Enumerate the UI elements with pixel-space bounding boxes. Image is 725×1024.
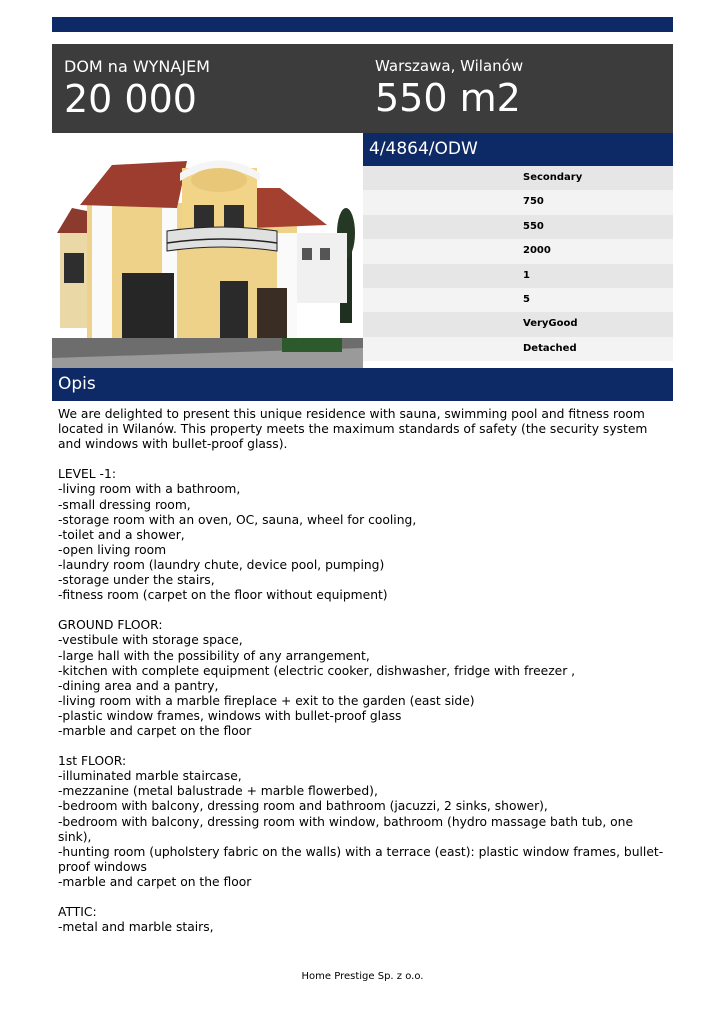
detail-plot-area: 750 <box>363 190 673 214</box>
detail-floors: 1 <box>363 264 673 288</box>
property-photo <box>52 133 363 368</box>
detail-area: 550 <box>363 215 673 239</box>
area: 550 m2 <box>375 76 521 120</box>
detail-type: Detached <box>363 337 673 361</box>
description-text: We are delighted to present this unique residence with sauna, swimming pool and fitness room located in Wilanów. This property meets the maximum standards of safety (the security system and windows with bullet-proof glass). LEVEL -1: -living room with a bathroom, -small dressing room, -storage room with an oven, OC, sauna, wheel for cooling, -toilet and a shower, -open living room -laundry room (laundry chute, device pool, pumping) -storage under the stairs, -fitness room (carpet on the floor without equipment) GROUND FLOOR: -vestibule with storage space, -large hall with the possibility of any arrangement, -kitchen with complete equipment (electric cooker, dishwasher, fridge with freezer , -dining area and a pantry, -living room with a marble fireplace + exit to the garden (east side) -plastic window frames, windows with bullet-proof glass -marble and carpet on the floor 1st FLOOR: -illuminated marble staircase, -mezzanine (metal balustrade + marble flowerbed), -bedroom with balcony, dressing room and bathroom (jacuzzi, 2 sinks, shower), -bedroom with balcony, dressing room with window, bathroom (hydro massage bath tub, one sink), -hunting room (upholstery fabric on the walls) with a terrace (east): plastic window frames, bullet-proof windows -marble and carpet on the floor ATTIC: -metal and marble stairs, <box>58 407 664 935</box>
offer-block <box>64 57 210 119</box>
detail-rooms: 5 <box>363 288 673 312</box>
top-accent-bar <box>52 17 673 32</box>
description-heading: Opis <box>52 368 673 401</box>
detail-year: 2000 <box>363 239 673 263</box>
location: Warszawa, Wilanów <box>375 57 524 75</box>
reference-number: 4/4864/ODW <box>363 133 673 166</box>
detail-market: Secondary <box>363 166 673 190</box>
property-details <box>363 166 673 361</box>
detail-condition: VeryGood <box>363 312 673 336</box>
price: 20 000 <box>64 77 197 121</box>
offer-type: DOM na WYNAJEM <box>64 57 210 76</box>
listing-header <box>52 44 673 133</box>
footer-company: Home Prestige Sp. z o.o. <box>301 971 424 982</box>
location-block <box>375 56 523 118</box>
